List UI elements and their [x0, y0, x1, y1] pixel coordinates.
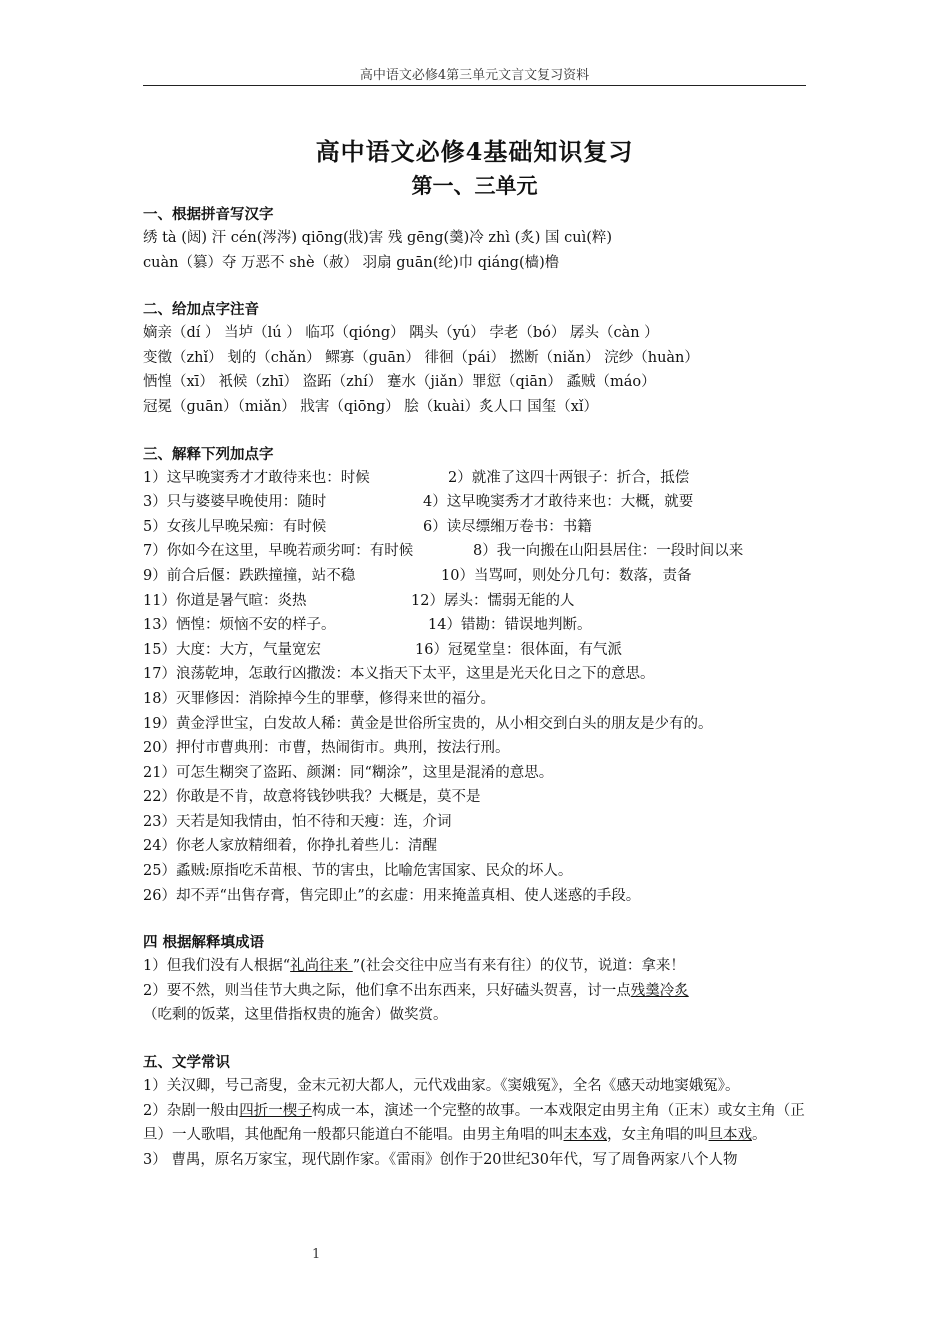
idiom-answer: 礼尚往来 — [290, 958, 353, 975]
explanation-item: 8）我一向搬在山阳县居住：一段时间以来 — [473, 543, 744, 560]
explanation-line — [143, 466, 806, 491]
explanation-item: 3）只与婆婆早晚使用：随时 — [143, 494, 327, 511]
annotation-line: 变徵（zhǐ） 刬的（chǎn） 鳏寡（ɡuān） 徘徊（pái） 撚断（niǎn） 浣纱（huàn） — [143, 349, 699, 366]
explanation-line: 20）押付市曹典刑：市曹，热闹街市。典刑，按法行刑。 — [143, 740, 510, 757]
explanation-line — [143, 564, 806, 589]
explanation-line — [143, 613, 806, 638]
literature-term: 旦本戏 — [708, 1127, 752, 1144]
explanation-item: 13）恓惶：烦恼不安的样子。 — [143, 617, 336, 634]
literature-line: 1）关汉卿，号己斋叟，金末元初大都人，元代戏曲家。《窦娥冤》，全名《感天动地窦娥冤》。 — [143, 1078, 740, 1095]
header-rule — [143, 85, 806, 86]
explanation-item: 9）前合后偃：跌跌撞撞，站不稳 — [143, 567, 356, 584]
explanation-line — [143, 490, 806, 515]
document-subtitle: 第一、三单元 — [411, 173, 538, 198]
explanation-item: 1）这早晚窦秀才才敢待来也：时候 — [143, 469, 370, 486]
explanation-line: 26）却不弄“出售存膏，售完即止”的玄虚：用来掩盖真相、使人迷惑的手段。 — [143, 887, 641, 904]
explanation-item: 15）大度：大方，气量宽宏 — [143, 641, 321, 658]
literature-line: 3） 曹禺，原名万家宝，现代剧作家。《雷雨》创作于20世纪30年代，写了周鲁两家八个人物 — [143, 1151, 738, 1168]
explanation-item: 14）错勘：错误地判断。 — [428, 617, 592, 634]
idiom-answer: 残羹冷炙 — [630, 982, 689, 999]
annotation-line: 恓惶（xī） 衹候（zhī） 盗跖（zhí） 蹇水（jiǎn）罪愆（qiān） 蟊贼（máo） — [143, 374, 656, 391]
explanation-item: 16）冠冕堂皇：很体面，有气派 — [415, 641, 622, 658]
section-spacer — [143, 908, 806, 932]
explanation-line: 24）你老人家放精细着，你挣扎着些儿：清醒 — [143, 838, 437, 855]
idiom-text: ”(社会交往中应当有来有往）的仪节，说道：拿来！ — [352, 958, 685, 975]
explanation-line — [143, 589, 806, 614]
literature-term: 末本戏 — [563, 1127, 607, 1144]
explanation-line: 18）灭罪修因：消除掉今生的罪孽，修得来世的福分。 — [143, 690, 495, 707]
explanation-line: 19）黄金浮世宝，白发故人稀：黄金是世俗所宝贵的，从小相交到白头的朋友是少有的。 — [143, 715, 713, 732]
section-heading-literature: 五、文学常识 — [143, 1055, 230, 1072]
explanation-item: 5）女孩儿早晚呆痴：有时候 — [143, 518, 327, 535]
running-header: 高中语文必修4第三单元文言文复习资料 — [359, 68, 590, 83]
document-title: 高中语文必修4基础知识复习 — [315, 137, 634, 166]
idiom-line — [143, 954, 806, 979]
explanation-item: 12）孱头：懦弱无能的人 — [411, 592, 575, 609]
explanation-line: 22）你敢是不肯，故意将钱钞哄我？大概是，莫不是 — [143, 789, 481, 806]
section-spacer — [143, 420, 806, 444]
explanation-line — [143, 539, 806, 564]
literature-text: 。 — [752, 1127, 767, 1144]
explanation-line: 23）天若是知我情由，怕不待和天瘦：连，介词 — [143, 813, 452, 830]
literature-text: 构成一本，演述一个完整的故事。一本戏限定由男主角（正末）或女主角（正旦）一人歌唱，其他配角一般都只能道白不能唱。由男主角唱的叫 — [143, 1102, 805, 1144]
explanation-item: 7）你如今在这里，早晚若顽劣呵：有时候 — [143, 543, 414, 560]
section-spacer — [143, 1028, 806, 1052]
literature-text: ，女主角唱的叫 — [607, 1127, 709, 1144]
section-heading-pinyin: 一、根据拼音写汉字 — [143, 207, 274, 223]
explanation-line: 17）浪荡乾坤，怎敢行凶撒泼：本义指天下太平，这里是光天化日之下的意思。 — [143, 666, 655, 683]
explanation-line — [143, 515, 806, 540]
idiom-line — [143, 979, 806, 1004]
explanation-item: 4）这早晚窦秀才才敢待来也：大概，就要 — [423, 494, 694, 511]
explanation-item: 10）当骂呵，则处分几句：数落，责备 — [441, 567, 692, 584]
pinyin-line: 绣 tà (闼) 汗 cén(涔涔) qiōng(戕)害 残 ɡēng(羹)冷 zhì (炙) 国 cuì(粹) — [143, 230, 613, 246]
explanation-item: 2）就准了这四十两银子：折合，抵偿 — [448, 469, 690, 486]
literature-paragraph — [143, 1099, 806, 1148]
document-body — [143, 132, 806, 1172]
explanation-line — [143, 638, 806, 663]
pinyin-line: cuàn（篡）夺 万恶不 shè（赦） 羽扇 guān(纶)巾 qiáng(樯)橹 — [143, 254, 560, 271]
section-heading-explanation: 三、解释下列加点字 — [143, 446, 274, 463]
section-spacer — [143, 275, 806, 299]
literature-text: 2）杂剧一般由 — [143, 1102, 240, 1119]
page-number: 1 — [312, 1247, 321, 1262]
idiom-line: （吃剩的饭菜，这里借指权贵的施舍）做奖赏。 — [143, 1007, 448, 1024]
literature-term: 四折一楔子 — [239, 1102, 312, 1119]
section-heading-annotation: 二、给加点字注音 — [143, 302, 259, 319]
explanation-item: 6）读尽缥缃万卷书：书籍 — [423, 518, 592, 535]
idiom-text: 1）但我们没有人根据“ — [143, 958, 291, 975]
annotation-line: 冠冕（ɡuān）（miǎn） 戕害（qiōnɡ） 脍（kuài）炙人口 国玺（xǐ） — [143, 398, 599, 415]
explanation-line: 25）蟊贼:原指吃禾苗根、节的害虫，比喻危害国家、民众的坏人。 — [143, 863, 573, 880]
explanation-line: 21）可怎生糊突了盗跖、颜渊：同“糊涂”，这里是混淆的意思。 — [143, 764, 554, 781]
idiom-text: 2）要不然，则当佳节大典之际，他们拿不出东西来，只好磕头贺喜，讨一点 — [143, 982, 631, 999]
annotation-line: 嫡亲（dí ） 当垆（lú ） 临邛（qióng） 隅头（yú） 孛老（bó） 孱头（càn ） — [143, 325, 659, 342]
explanation-item: 11）你道是暑气暄：炎热 — [143, 592, 307, 609]
section-heading-idioms: 四 根据解释填成语 — [143, 935, 265, 952]
